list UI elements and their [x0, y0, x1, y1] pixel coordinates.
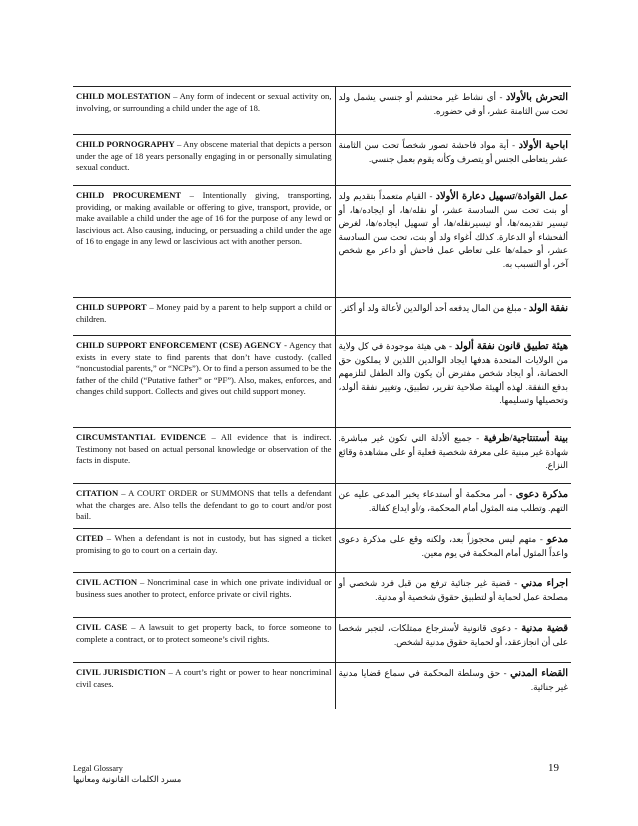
english-term: CHILD MOLESTATION [76, 91, 171, 101]
english-definition-cell [73, 428, 335, 484]
english-definition: – All evidence that is indirect. Testimony not based on actual personal knowledge or observation of the facts in dispute. [76, 432, 332, 466]
arabic-definition-cell [335, 529, 571, 573]
english-definition: – A COURT ORDER or SUMMONS that tells a defendant what the charges are. Also tells the defendant to go to court and/or post bail. [76, 488, 332, 522]
arabic-definition-cell [335, 87, 571, 135]
arabic-definition: - أمر محكمة أو أستدعاء يخبر المدعى عليه عن التهم. وتطلب منه المثول أمام المحكمة، و/أو ايداع كفالة. [338, 489, 568, 513]
english-definition-cell [73, 135, 335, 186]
english-term: CHILD SUPPORT [76, 302, 147, 312]
arabic-term: مذكرة دعوى [515, 489, 568, 500]
glossary-entry [73, 298, 571, 336]
english-definition-cell [73, 618, 335, 663]
arabic-definition-cell [335, 663, 571, 709]
english-term: CHILD PROCUREMENT [76, 190, 182, 200]
page-number: 19 [548, 762, 559, 774]
arabic-definition: - أية مواد فاحشة تصور شخصاً تحت سن الثامنة عشر يتعاطى الجنس أو يتصرف وكأنه يقوم بعمل جنسي. [338, 140, 568, 164]
glossary-table [73, 86, 571, 709]
arabic-term: مدعو [546, 534, 568, 545]
english-term: CHILD PORNOGRAPHY [76, 139, 175, 149]
english-definition: – A lawsuit to get property back, to force someone to complete a contract, or to protect someone’s civil rights. [76, 622, 332, 644]
arabic-term: القضاء المدني [510, 668, 569, 679]
glossary-entry [73, 618, 571, 663]
arabic-term: اباحية الأولاد [518, 140, 568, 151]
english-definition-cell [73, 298, 335, 336]
footer-arabic-title: مسرد الكلمات القانونية ومعانيها [73, 775, 182, 784]
arabic-term: نفقة الولد [528, 303, 568, 314]
english-term: CIVIL JURISDICTION [76, 667, 166, 677]
english-definition: - Agency that exists in every state to find parents that don’t have custody. (called “noncustodial parents,” or “NCPs”). Or to find a person assumed to be the father of the child (“Putative father” or “PF”). Also, makes, enforces, and changes child support. Collects and gives out child support money. [76, 340, 332, 397]
glossary-entry [73, 336, 571, 428]
english-definition: – Money paid by a parent to help support a child or children. [76, 302, 332, 324]
english-definition-cell [73, 484, 335, 529]
english-definition-cell [73, 186, 335, 298]
glossary-entry [73, 428, 571, 484]
english-term: CITED [76, 533, 104, 543]
arabic-definition-cell [335, 135, 571, 186]
english-term: CHILD SUPPORT ENFORCEMENT (CSE) AGENCY [76, 340, 282, 350]
arabic-definition: - أي نشاط غير محتشم أو جنسي يشمل ولد تحت سن الثامنة عشر، أو في حضوره. [338, 92, 568, 116]
footer-title: Legal Glossary [73, 764, 123, 773]
arabic-definition-cell [335, 336, 571, 428]
glossary-entry [73, 87, 571, 135]
arabic-definition: - جميع ألأدلة التي تكون غير مباشرة. شهادة غير مبنية على معرفة شخصية فعلية أو على مشاهدة وقائع النزاع. [338, 433, 568, 471]
glossary-entry [73, 529, 571, 573]
english-definition-cell [73, 336, 335, 428]
arabic-definition-cell [335, 618, 571, 663]
english-definition: – Noncriminal case in which one private individual or business sues another to protect, enforce private or civil rights. [76, 577, 332, 599]
arabic-term: بينة أستنتاجية/ظرفية [483, 433, 568, 444]
english-definition: – Intentionally giving, transporting, providing, or making available or offering to give, transport, provide, or make available a child under the age of 16 for the purpose of any lewd or lascivious act. Also causing, inducing, or persuading a child under the age of 16 to engage in any lewd or lascivious act with another person. [76, 190, 332, 247]
english-term: CIRCUMSTANTIAL EVIDENCE [76, 432, 206, 442]
english-definition-cell [73, 529, 335, 573]
arabic-definition: - قضية غير جنائية ترفع من قبل فرد شخصي أو مصلحة عمل لحماية أو لتطبيق حقوق شخصية أو مدنية. [338, 578, 568, 602]
arabic-term: التحرش بالأولاد [505, 92, 569, 103]
arabic-definition-cell [335, 484, 571, 529]
footer [73, 763, 181, 785]
english-definition-cell [73, 87, 335, 135]
glossary-entry [73, 186, 571, 298]
english-definition: – Any form of indecent or sexual activity on, involving, or surrounding a child under the age of 18. [76, 91, 332, 113]
english-term: CITATION [76, 488, 119, 498]
arabic-definition: - متهم ليس محجوزاً بعد، ولكنه وقع على مذكرة دعوى واعداً المثول أمام المحكمة في يوم معين. [338, 534, 568, 558]
arabic-term: قضية مدنية [521, 623, 568, 634]
arabic-definition-cell [335, 428, 571, 484]
arabic-term: عمل القوادة/تسهيل دعارة الأولاد [435, 191, 568, 202]
glossary-entry [73, 135, 571, 186]
english-definition: – A court’s right or power to hear noncriminal civil cases. [76, 667, 332, 689]
arabic-term: هيئة تطبيق قانون نفقة ألولد [454, 341, 568, 352]
arabic-definition: - القيام متعمداً بتقديم ولد أو بنت تحت سن السادسة عشر، أو نقله/ها، أو ايجاده/ها، أو تيسير تقديمه/ها، أو تيسيرنقله/ها، أو تسهيل ايجاده/ها، لغرض ألفحشاء أو الدعارة. كذلك أغواء ولد أو بنت، تحت سن السادسة عشر، أو حمله/ها على تعاطي عمل فاحش أو داعر مع شخص آخر، أو التسبب به. [338, 191, 568, 269]
arabic-definition-cell [335, 186, 571, 298]
english-term: CIVIL ACTION [76, 577, 138, 587]
english-definition-cell [73, 663, 335, 709]
arabic-definition: - دعوى قانونية لأسترجاع ممتلكات، لتجبر شخصا على أن انجازعقد، أو لحماية حقوق مدنية لشخص. [338, 623, 568, 647]
glossary-entry [73, 663, 571, 709]
english-definition: – Any obscene material that depicts a person under the age of 18 years personally engaging in or personally simulating sexual conduct. [76, 139, 332, 173]
arabic-term: اجراء مدني [521, 578, 568, 589]
english-term: CIVIL CASE [76, 622, 128, 632]
glossary-entry [73, 484, 571, 529]
arabic-definition: - هي هيئة موجودة في كل ولاية من الولايات المتحدة هدفها ايجاد الوالدين اللذين لا يملكون حق الحضانة، أو ايجاد شخص مفترض أن يكون والد الطفل لتلزمهم بدفع النفقة. لهذه ألهيئة صلاحية تقرير، تطبيق، وتغيير نفقة ألولد، وتحصيلها وتسليمها. [338, 341, 568, 406]
arabic-definition: - حق وسلطة المحكمة في سماع قضايا مدنية غير جنائية. [338, 668, 568, 692]
glossary-entry [73, 573, 571, 618]
english-definition-cell [73, 573, 335, 618]
english-definition: – When a defendant is not in custody, but has signed a ticket promising to go to court on a certain day. [76, 533, 332, 555]
arabic-definition: - مبلغ من المال يدفعه أحد ألوالدين لأعالة ولد أو أكثر. [339, 303, 529, 313]
arabic-definition-cell [335, 573, 571, 618]
arabic-definition-cell [335, 298, 571, 336]
